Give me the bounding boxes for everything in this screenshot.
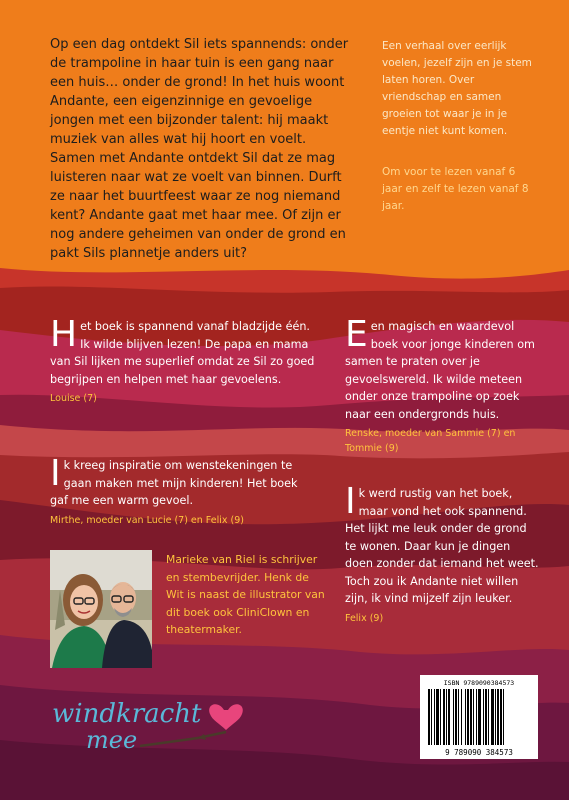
drop-cap: H	[50, 314, 78, 355]
barcode-number: 9 789090 384573	[445, 748, 513, 757]
review-author: Felix (9)	[345, 612, 384, 624]
review-author: Renske, moeder van Sammie (7) en Tommie (9)	[345, 428, 516, 454]
logo-word-windkracht: windkracht	[52, 699, 202, 729]
review-text: en magisch en waardevol boek voor jonge kinderen om samen te praten over je gevoelswereld. Ik wilde meteen onder onze trampoline op zoek naar een ondergronds huis.	[345, 320, 535, 421]
publisher-logo	[48, 690, 248, 760]
drop-cap: I	[345, 481, 356, 522]
review-quote	[50, 453, 315, 528]
review-author: Mirthe, moeder van Lucie (7) en Felix (9)	[50, 514, 244, 526]
pen-icon	[140, 732, 226, 746]
heart-icon	[209, 704, 243, 730]
isbn-label: ISBN 9789090384573	[443, 679, 515, 687]
book-tagline: Een verhaal over eerlijk voelen, jezelf zijn en je stem laten horen. Over vriendschap en samen groeien tot waar je in je eentje niet kunt komen.	[382, 40, 532, 137]
isbn-barcode	[420, 675, 538, 759]
review-text: k werd rustig van het boek, maar vond het ook spannend. Het lijkt me leuk onder de grond te wonen. Daar kun je dingen doen zonder dat iemand het weet. Toch zou ik Andante niet willen zijn, ik vind mijzelf zijn leuker.	[345, 487, 539, 605]
review-text: k kreeg inspiratie om wenstekeningen te gaan maken met mijn kinderen! Het boek gaf me een warm gevoel.	[50, 459, 298, 507]
author-photo	[50, 550, 152, 668]
drop-cap: I	[50, 453, 61, 494]
age-recommendation: Om voor te lezen vanaf 6 jaar en zelf te lezen vanaf 8 jaar.	[382, 166, 529, 212]
author-bio: Marieke van Riel is schrijver en stembevrijder. Henk de Wit is naast de illustrator van dit boek ook CliniClown en theatermaker.	[166, 553, 325, 636]
review-quote	[345, 314, 540, 456]
review-author: Louise (7)	[50, 393, 97, 404]
review-text: et boek is spannend vanaf bladzijde één. Ik wilde blijven lezen! De papa en mama van Sil lijken me superlief omdat ze Sil zo goed begrijpen en helpen met haar gevoelens.	[50, 320, 315, 386]
drop-cap: E	[345, 314, 368, 355]
barcode-bars	[428, 689, 504, 745]
review-quote	[345, 481, 540, 626]
review-quote	[50, 314, 315, 406]
logo-word-mee: mee	[86, 726, 138, 754]
book-blurb: Op een dag ontdekt Sil iets spannends: onder de trampoline in haar tuin is een gang naar een huis… onder de grond! In het huis woont Andante, een eigenzinnige en gevoelige jongen met een bijzonder talent: hij maakt muziek van alles wat hij hoort en voelt. Samen met Andante ontdekt Sil dat ze mag luisteren naar wat ze voelt van binnen. Durft ze naar het buurtfeest waar ze nog niemand kent? Andante gaat met haar mee. Of zijn er nog andere geheimen van onder de grond en pakt Sils plannetje anders uit?	[50, 37, 349, 261]
